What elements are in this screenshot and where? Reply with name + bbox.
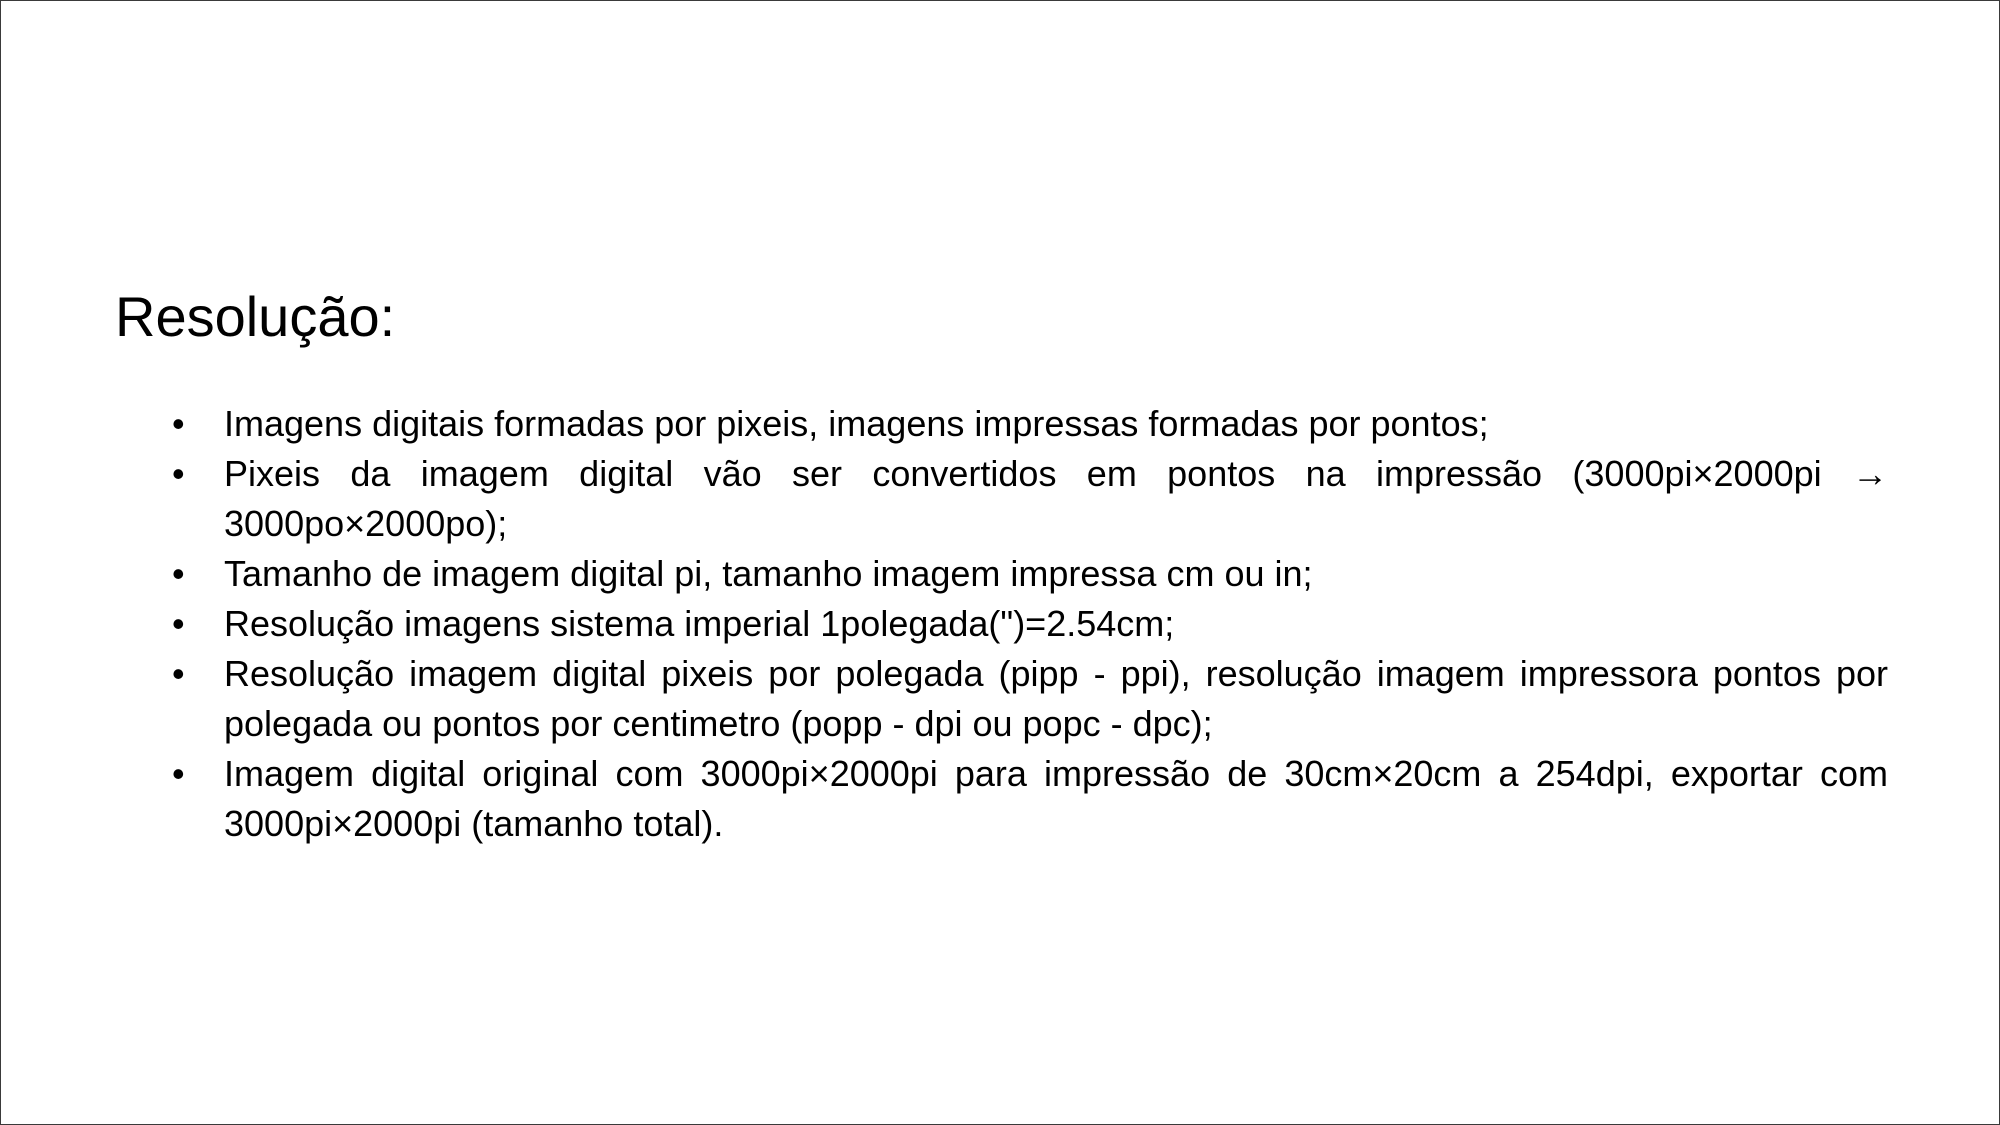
bullet-icon: •: [172, 603, 185, 644]
bullet-icon: •: [172, 653, 185, 694]
list-item: [172, 749, 1888, 849]
list-item: [172, 399, 1888, 449]
bullet-icon: •: [172, 403, 185, 444]
bullet-text: Resolução imagens sistema imperial 1polegada(")=2.54cm;: [224, 603, 1175, 644]
bullet-text: Resolução imagem digital pixeis por polegada (pipp - ppi), resolução imagem impressora pontos por polegada ou pontos por centimetro (popp - dpi ou popc - dpc);: [224, 653, 1888, 744]
bullet-icon: •: [172, 753, 185, 794]
bullet-text: Imagem digital original com 3000pi×2000pi para impressão de 30cm×20cm a 254dpi, exportar com 3000pi×2000pi (tamanho total).: [224, 753, 1888, 844]
list-item: [172, 599, 1888, 649]
list-item: [172, 449, 1888, 549]
bullet-text: Tamanho de imagem digital pi, tamanho imagem impressa cm ou in;: [224, 553, 1313, 594]
bullet-list: [172, 399, 1888, 849]
bullet-icon: •: [172, 553, 185, 594]
list-item: [172, 649, 1888, 749]
bullet-text: Imagens digitais formadas por pixeis, imagens impressas formadas por pontos;: [224, 403, 1489, 444]
bullet-text: Pixeis da imagem digital vão ser convertidos em pontos na impressão (3000pi×2000pi → 3000po×2000po);: [224, 453, 1888, 544]
list-item: [172, 549, 1888, 599]
slide-title: Resolução:: [115, 285, 396, 348]
bullet-icon: •: [172, 453, 185, 494]
